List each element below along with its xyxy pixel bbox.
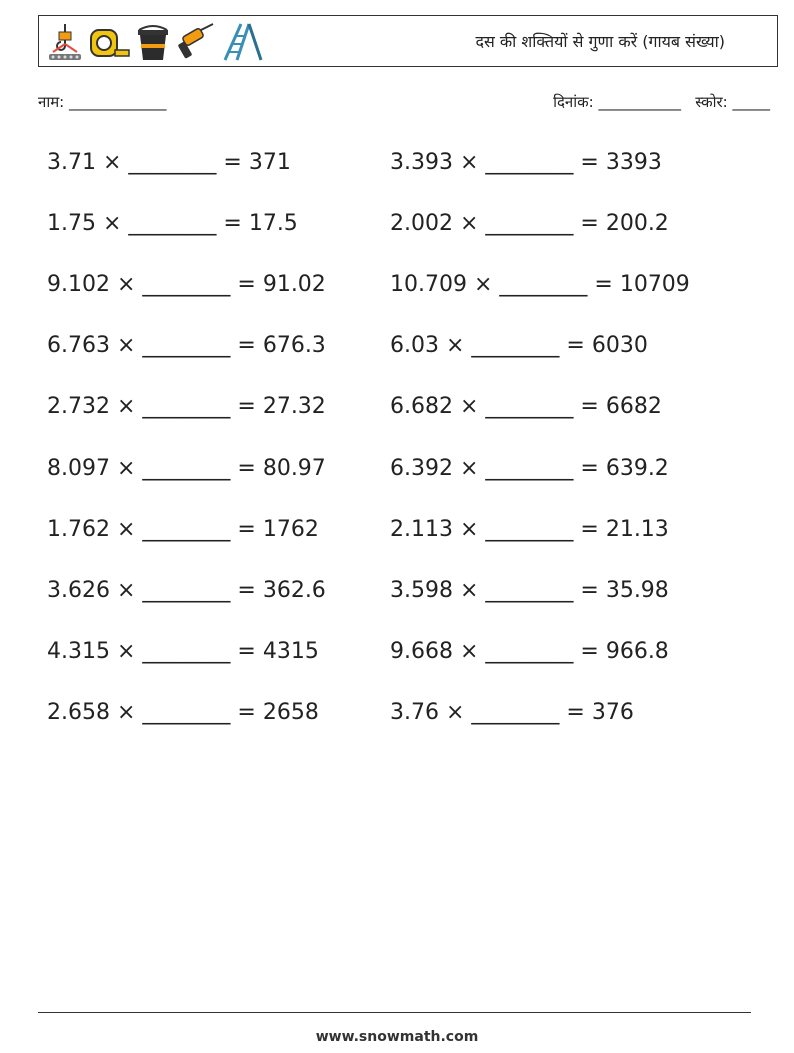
problem-item: 6.763 × ________ = 676.3 xyxy=(47,333,326,359)
problem-item: 8.097 × ________ = 80.97 xyxy=(47,455,326,481)
bucket-icon xyxy=(135,22,171,62)
worksheet-title: दस की शक्तियों से गुणा करें (गायब संख्या) xyxy=(475,32,725,51)
problem-item: 6.682 × ________ = 6682 xyxy=(390,394,662,420)
problem-item: 9.102 × ________ = 91.02 xyxy=(47,272,326,298)
footer-site: www.snowmath.com xyxy=(315,1029,479,1045)
ladder-icon xyxy=(219,22,263,62)
problem-item: 3.626 × ________ = 362.6 xyxy=(47,577,326,603)
score-field: स्कोर: _____ xyxy=(695,93,770,111)
problem-item: 10.709 × ________ = 10709 xyxy=(390,272,690,298)
tape-measure-icon xyxy=(89,22,131,62)
footer-divider xyxy=(38,1012,751,1013)
problem-item: 2.732 × ________ = 27.32 xyxy=(47,394,326,420)
problem-item: 4.315 × ________ = 4315 xyxy=(47,638,319,664)
problem-item: 3.71 × ________ = 371 xyxy=(47,150,291,175)
problem-item: 2.658 × ________ = 2658 xyxy=(47,699,319,725)
problem-item: 3.393 × ________ = 3393 xyxy=(390,150,662,175)
date-field: दिनांक: ___________ xyxy=(553,93,681,111)
date-score-field xyxy=(553,92,770,112)
problem-item: 6.03 × ________ = 6030 xyxy=(390,333,648,359)
problem-item: 9.668 × ________ = 966.8 xyxy=(390,638,669,664)
problem-item: 6.392 × ________ = 639.2 xyxy=(390,455,669,481)
name-field: नाम: _____________ xyxy=(38,93,167,111)
problem-item: 1.75 × ________ = 17.5 xyxy=(47,211,298,237)
problem-item: 2.002 × ________ = 200.2 xyxy=(390,211,669,237)
header-icons xyxy=(45,22,263,62)
drill-icon xyxy=(175,22,215,62)
crane-hook-icon xyxy=(45,22,85,62)
problem-item: 1.762 × ________ = 1762 xyxy=(47,516,319,542)
problem-item: 3.598 × ________ = 35.98 xyxy=(390,577,669,603)
problem-item: 3.76 × ________ = 376 xyxy=(390,699,634,725)
worksheet-header xyxy=(38,15,778,67)
problem-item: 2.113 × ________ = 21.13 xyxy=(390,516,669,542)
